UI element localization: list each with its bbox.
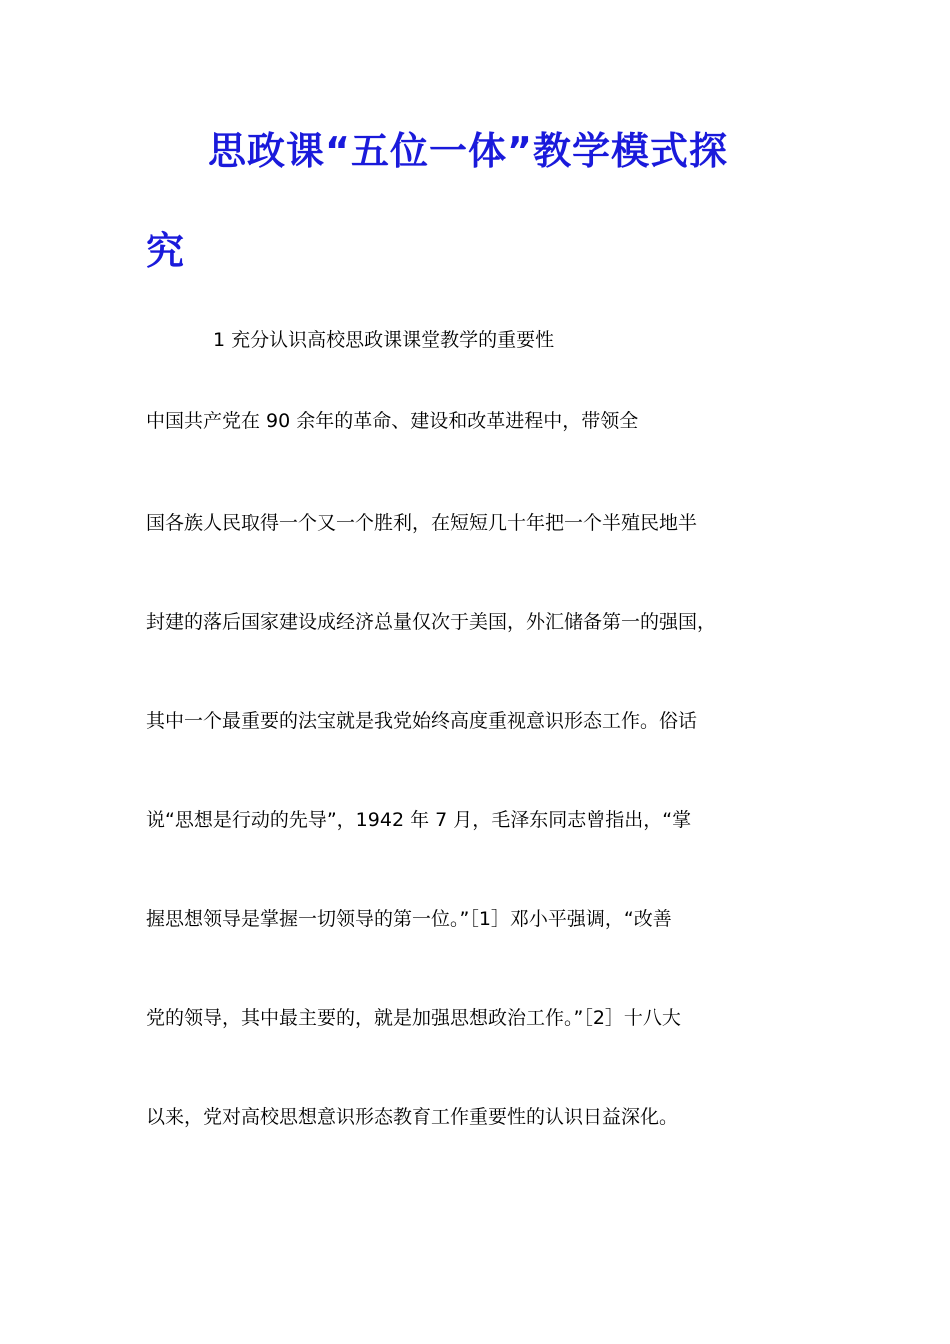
document-title-line-1: 思政课“五位一体”教学模式探 (208, 129, 728, 173)
paragraph-line: 中国共产党在 90 余年的革命、建设和改革进程中，带领全 (146, 410, 639, 432)
paragraph-line: 封建的落后国家建设成经济总量仅次于美国，外汇储备第一的强国， (146, 611, 717, 633)
paragraph-line: 以来，党对高校思想意识形态教育工作重要性的认识日益深化。 (146, 1106, 679, 1128)
section-heading: 1 充分认识高校思政课课堂教学的重要性 (213, 329, 555, 351)
paragraph-line: 说“思想是行动的先导”，1942 年 7 月，毛泽东同志曾指出，“掌 (146, 809, 692, 831)
paragraph-line: 国各族人民取得一个又一个胜利，在短短几十年把一个半殖民地半 (146, 512, 698, 534)
paragraph-line: 握思想领导是掌握一切领导的第一位。”［1］邓小平强调，“改善 (146, 908, 672, 930)
paragraph-line: 党的领导，其中最主要的，就是加强思想政治工作。”［2］十八大 (146, 1007, 681, 1029)
document-title-line-2: 究 (146, 229, 185, 273)
paragraph-line: 其中一个最重要的法宝就是我党始终高度重视意识形态工作。俗话 (146, 710, 698, 732)
